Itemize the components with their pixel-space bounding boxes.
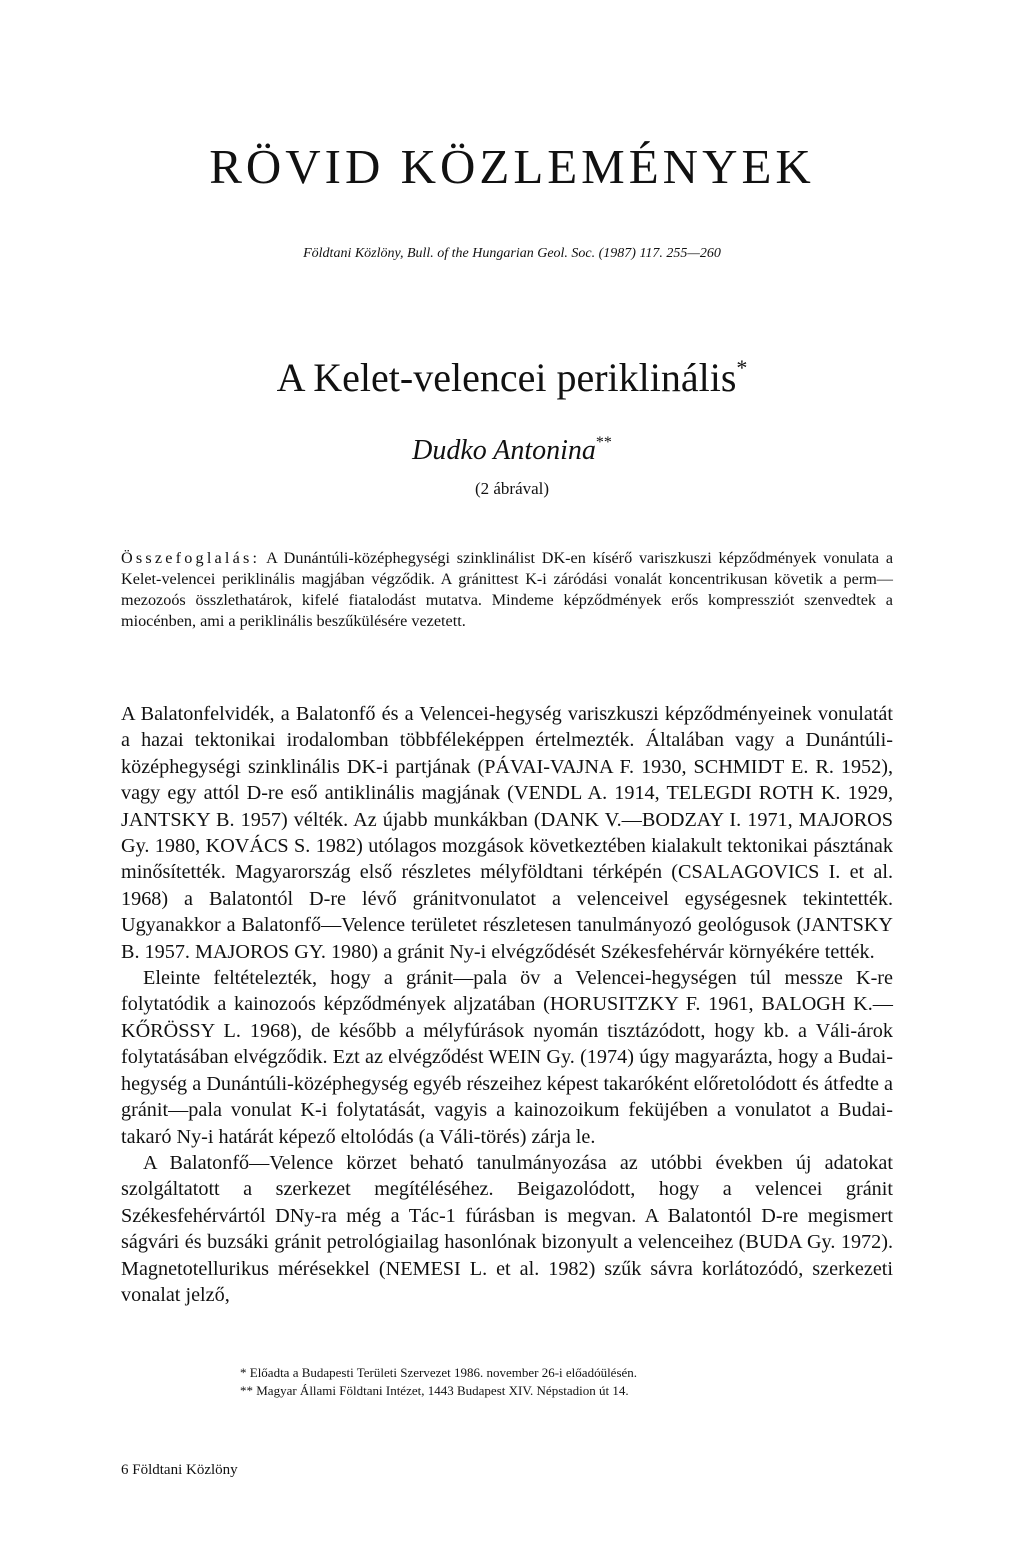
figures-note: (2 ábrával): [474, 479, 550, 498]
author-footnote-mark: **: [595, 434, 612, 451]
body-text: [121, 701, 893, 1308]
page-footer: 6 Földtani Közlöny: [121, 1462, 238, 1478]
author-name-text: Dudko Antonina: [412, 435, 596, 466]
title-footnote-mark: *: [736, 355, 748, 380]
article-title: [0, 354, 1024, 401]
article-title-text: A Kelet-velencei periklinális: [276, 355, 737, 400]
journal-citation: Földtani Közlöny, Bull. of the Hungarian Geol. Soc. (1987) 117. 255—260: [303, 246, 721, 261]
author-name: [0, 434, 1024, 467]
body-paragraph-1: A Balatonfelvidék, a Balatonfő és a Velencei-hegység variszkuszi képződményeinek vonulatát a hazai tektonikai irodalomban többféleképpen értelmezték. Általában vagy a Dunántúli-középhegységi szinklinális DK-i partjának (PÁVAI-VAJNA F. 1930, SCHMIDT E. R. 1952), vagy egy attól D-re eső antiklinális magjának (VENDL A. 1914, TELEGDI ROTH K. 1929, JANTSKY B. 1957) vélték. Az újabb munkákban (DANK V.—BODZAY I. 1971, MAJOROS Gy. 1980, KOVÁCS S. 1982) utólagos mozgások következtében kialakult tektonikai pásztának minősítették. Magyarország első részletes mélyföldtani térképén (CSALAGOVICS I. et al. 1968) a Balatontól D-re lévő gránitvonulatot a velenceivel egységesnek tekintették. Ugyanakkor a Balatonfő—Velence területet részletesen tanulmányozó geológusok (JANTSKY B. 1957. MAJOROS GY. 1980) a gránit Ny-i elvégződését Székesfehérvár környékére tették.: [121, 703, 893, 963]
footnotes: [240, 1364, 940, 1400]
abstract-text: A Dunántúli-középhegységi szinklinálist DK-en kísérő variszkuszi képződmények vonulata a Kelet-velencei periklinális magjában végződik. A gránittest K-i záródási vonalát koncentrikusan követik a perm—mezozoós összlethatárok, kifelé fiatalodást mutatva. Mindeme képződmények erős kompressziót szenvedtek a miocénben, ami a periklinális beszűkülésére vezetett.: [121, 549, 893, 630]
footnote-1: * Előadta a Budapesti Területi Szervezet 1986. november 26-i előadóülésén.: [240, 1365, 638, 1380]
body-paragraph-3: A Balatonfő—Velence körzet beható tanulmányozása az utóbbi években új adatokat szolgáltatott a szerkezet megítéléséhez. Beigazolódott, hogy a velencei gránit Székesfehérvártól DNy-ra még a Tác-1 fúrásban is megvan. A Balatontól D-re megismert ságvári és buzsáki gránit petrológiailag hasonlónak bizonyult a velenceihez (BUDA Gy. 1972). Magnetotellurikus mérésekkel (NEMESI L. et al. 1982) szűk sávra korlátozódó, szerkezeti vonalat jelző,: [121, 1151, 893, 1306]
abstract-label: Összefoglalás:: [121, 549, 261, 567]
body-paragraph-2: Eleinte feltételezték, hogy a gránit—pala öv a Velencei-hegységen túl messze K-re folytatódik a kainozoós képződmények aljzatában (HORUSITZKY F. 1961, BALOGH K.—KŐRÖSSY L. 1968), de később a mélyfúrások nyomán tisztázódott, hogy kb. a Váli-árok folytatásában elvégződik. Ezt az elvégződést WEIN Gy. (1974) úgy magyarázta, hogy a Budai-hegység a Dunántúli-középhegység egyéb részeihez képest takaróként előretolódott és átfedte a gránit—pala vonulat K-i folytatását, vagyis a kainozoikum feküjében a vonulatot a Budai-takaró Ny-i határát képező eltolódás (a Váli-törés) zárja le.: [121, 967, 893, 1148]
abstract: [121, 548, 893, 632]
section-heading: RÖVID KÖZLEMÉNYEK: [209, 139, 815, 194]
footnote-2: ** Magyar Állami Földtani Intézet, 1443 Budapest XIV. Népstadion út 14.: [240, 1383, 629, 1398]
